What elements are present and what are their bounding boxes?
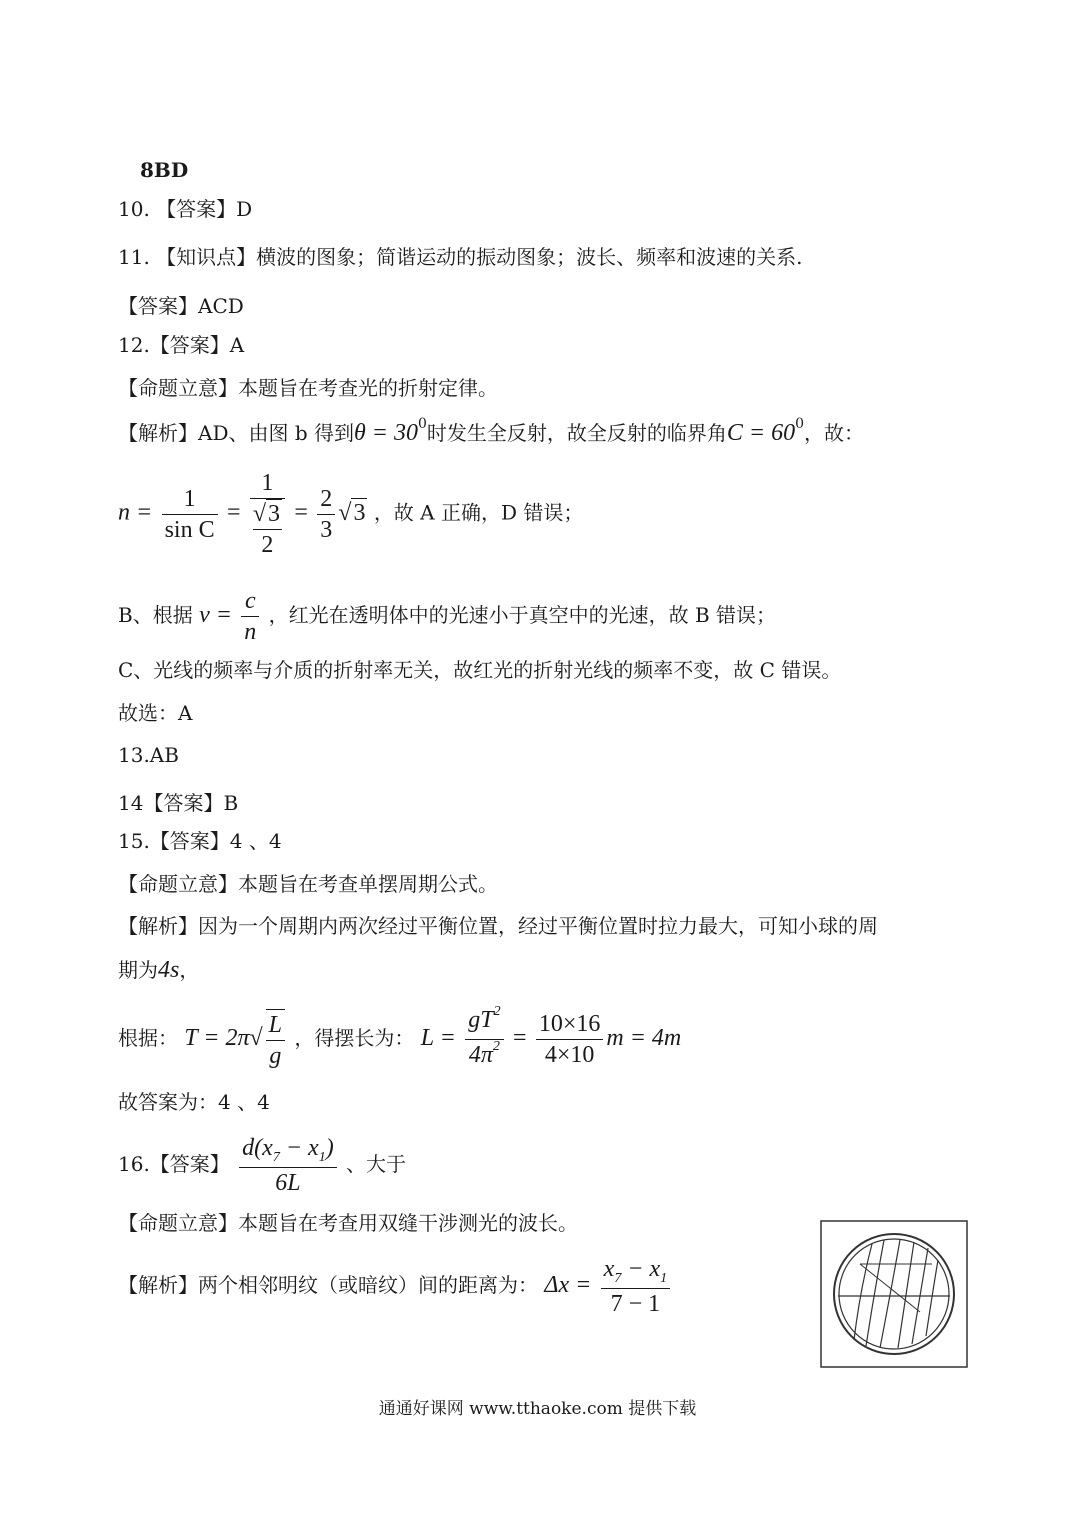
num-L: L [266, 1010, 285, 1041]
fraction-gT2-4pi2 [465, 1005, 503, 1074]
analysis-mid: 时发生全反射，故全反射的临界角 [426, 421, 727, 445]
line-15-analysis: 【解析】因为一个周期内两次经过平衡位置，经过平衡位置时拉力最大，可知小球的周 [118, 914, 878, 938]
line-13: 13.AB [118, 743, 179, 767]
line-16 [118, 1133, 406, 1198]
sqrt3-value: 3 [353, 499, 366, 526]
num-c: c [241, 586, 259, 617]
fraction-2-3 [317, 484, 335, 545]
four-pi: 4π [468, 1042, 493, 1068]
num-gT2 [465, 1005, 503, 1040]
num-x7-x1 [601, 1254, 671, 1289]
line-14: 14【答案】B [118, 791, 239, 815]
analysis-prefix: 【解析】AD、由图 b 得到 [118, 421, 354, 445]
period-post: ， [179, 958, 200, 982]
L-eq: L = [420, 1025, 456, 1051]
den-6L: 6L [275, 1170, 301, 1196]
line-15-period [118, 957, 199, 983]
equals-1: = [226, 499, 241, 526]
num-10x16: 10×16 [536, 1009, 604, 1040]
line-16-prefix: 16.【答案】 [118, 1152, 230, 1176]
num-1: 1 [162, 484, 218, 515]
line-12: 12.【答案】A [118, 333, 245, 357]
equals-3: = [512, 1025, 527, 1051]
line-16-intent: 【命题立意】本题旨在考查用双缝干涉测光的波长。 [118, 1211, 578, 1235]
critical-angle-eq: C = 60 [726, 420, 796, 446]
close-paren: ) [325, 1135, 334, 1161]
den-g: g [269, 1042, 282, 1069]
line-15: 15.【答案】4 、4 [118, 829, 282, 853]
interference-fringe-figure [820, 1220, 968, 1368]
d-open: d(x [242, 1135, 273, 1161]
num-2: 2 [317, 484, 335, 515]
line-12-intent: 【命题立意】本题旨在考查光的折射定律。 [118, 376, 498, 400]
v-eq: v = [199, 602, 232, 628]
den-4pi2 [465, 1040, 503, 1074]
line-12-c: C、光线的频率与介质的折射率无关，故红光的折射光线的频率不变，故 C 错误。 [118, 658, 842, 682]
num-d-x7-x1 [239, 1133, 337, 1168]
period-prefix: 期为 [118, 958, 158, 982]
den-2: 2 [261, 532, 274, 558]
den-n: n [244, 619, 257, 645]
line-12-formula-post: ，故 A 正确，D 错误； [373, 500, 584, 525]
period-value: 4s [158, 957, 180, 983]
fraction-x7-x1-over-6 [601, 1254, 671, 1319]
line-10: 10. 【答案】D [118, 197, 253, 221]
theta-eq: θ = 30 [354, 420, 418, 446]
analysis-16-prefix: 【解析】两个相邻明纹（或暗纹）间的距离为： [118, 1273, 538, 1297]
analysis-post: ，故： [804, 421, 865, 445]
line-11-answer: 【答案】ACD [118, 294, 244, 318]
line-16-post: 、大于 [346, 1152, 407, 1176]
fraction-c-n [241, 586, 259, 647]
x-a: x [603, 1256, 615, 1282]
theta-sup: 0 [417, 416, 427, 432]
fraction-L-g [266, 1009, 285, 1071]
den-sinC: sin C [164, 516, 215, 543]
fraction-1-sinC [162, 484, 218, 545]
den-4x10: 4×10 [544, 1042, 595, 1068]
sub-1b: 1 [660, 1271, 668, 1286]
dx-eq: Δx = [544, 1272, 592, 1298]
den-compound: √3 2 [252, 501, 281, 558]
den-7-1: 7 − 1 [610, 1291, 661, 1317]
result-4m: m = 4m [606, 1025, 682, 1051]
critical-angle-sup: 0 [795, 416, 805, 432]
T-eq: T = 2π [184, 1025, 250, 1051]
minus-xb: − x [621, 1256, 661, 1282]
b-post: ，红光在透明体中的光速小于真空中的光速，故 B 错误； [268, 603, 777, 627]
fraction-1-sqrt3-over-2 [250, 468, 285, 560]
minus-x: − x [279, 1135, 319, 1161]
den-3: 3 [320, 516, 333, 543]
line-12-analysis [118, 416, 865, 449]
fraction-d-x7-x1-6L [239, 1133, 337, 1198]
line-12-choice: 故选：A [118, 701, 193, 725]
gT-sup: 2 [493, 1004, 501, 1019]
num-1b: 1 [250, 468, 285, 499]
line-16-analysis [118, 1254, 673, 1319]
sub-1: 1 [318, 1150, 326, 1165]
gT: gT [468, 1007, 494, 1033]
footer-watermark: 通通好课网 www.tthaoke.com 提供下载 [378, 1399, 697, 1419]
line-12-formula [118, 468, 583, 560]
line-15-formula [118, 1005, 681, 1074]
sqrt-3: 3 [268, 501, 281, 527]
n-eq: n = [118, 499, 153, 526]
line-8: 8BD [140, 158, 189, 182]
b-prefix: B、根据 [118, 603, 193, 627]
four-pi-sup: 2 [492, 1039, 500, 1054]
sqrt-symbol: √ [249, 1025, 263, 1051]
sub-7: 7 [272, 1150, 280, 1165]
line-11: 11. 【知识点】横波的图象；简谐运动的振动图象；波长、频率和波速的关系. [118, 245, 803, 269]
line-12-b [118, 586, 776, 647]
fraction-160-40 [536, 1009, 604, 1070]
sub-7b: 7 [614, 1271, 622, 1286]
sqrt3-symbol: √3 [338, 499, 366, 526]
line-15-intent: 【命题立意】本题旨在考查单摆周期公式。 [118, 872, 498, 896]
formula-prefix: 根据： [118, 1026, 178, 1050]
equals-2: = [294, 499, 308, 526]
line-15-answer: 故答案为：4 、4 [118, 1090, 270, 1114]
formula-mid: ，得摆长为： [294, 1026, 415, 1050]
